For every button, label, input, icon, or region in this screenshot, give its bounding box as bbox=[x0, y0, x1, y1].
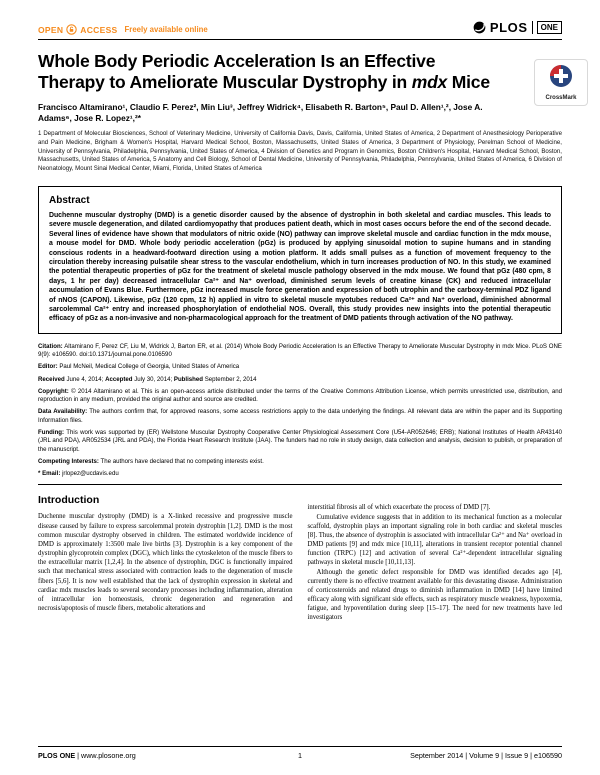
email-link[interactable]: jrlopez@ucdavis.edu bbox=[62, 470, 119, 478]
citation-text: Altamirano F, Perez CF, Liu M, Widrick J, Barton ER, et al. (2014) Whole Body Periodic Acceleration Is an Effective Therapy to Ameliorate Muscular Dystrophy in mdx Mice. PLoS ONE 9(9): e106590. doi:10.1371/journal.pone.0106590 bbox=[38, 342, 562, 359]
editor-text: Paul McNeil, Medical College of Georgia, United States of America bbox=[59, 363, 240, 371]
journal-header bbox=[38, 20, 562, 40]
copyright-text: © 2014 Altamirano et al. This is an open-access article distributed under the terms of the Creative Commons Attribution License, which permits unrestricted use, distribution, and reproduction in any medium, provided the original author and source are credited. bbox=[38, 387, 562, 404]
left-column bbox=[38, 494, 293, 622]
title-block bbox=[38, 51, 577, 101]
open-access-banner bbox=[38, 24, 208, 35]
open-access-open-label: OPEN bbox=[38, 24, 64, 35]
section-divider bbox=[38, 484, 562, 485]
intro-paragraph: Cumulative evidence suggests that in addition to its mechanical function as a molecular scaffold, dystrophin plays an important signaling role in both cardiac and skeletal muscles [8]. Thus, the absence of dystrophin is associated with intracellular Ca²⁺ and Na⁺ overload in DMD patients [9] and mdx mice [10,11], alterations in transient receptor potential channel function (TRPC) [12] and activation of several Ca²⁺-dependent intracellular signaling pathways in skeletal muscle [10,11,13]. bbox=[307, 513, 562, 567]
received-label: Received bbox=[38, 375, 65, 383]
intro-paragraph: interstitial fibrosis all of which exacerbate the process of DMD [7]. bbox=[307, 504, 491, 512]
footer-journal-line bbox=[38, 751, 298, 760]
editor-line bbox=[38, 363, 562, 371]
funding-label: Funding: bbox=[38, 428, 65, 436]
competing-interests-line bbox=[38, 458, 562, 466]
crossmark-icon bbox=[549, 64, 573, 93]
open-access-icon bbox=[66, 24, 77, 35]
published-label: Published bbox=[173, 375, 203, 383]
funding-text: This work was supported by (ER) Wellstone Muscular Dystrophy Cooperative Center Physiological Assessment Core (U54-AR052646; ERB); National Institutes of Health AR43140 (JRL and PDA), AR052534 (JRL and PDA), the Florida Heart Research Institute (JAA). The funders had no role in study design, data collection and analysis, decision to publish, or preparation of the manuscript. bbox=[38, 428, 562, 453]
affiliations: 1 Department of Molecular Biosciences, School of Veterinary Medicine, University of California Davis, Davis, California, United States of America, 2 Department of Anesthesiology Perioperative and Pain Medicine, Brigham & Women's Hospital, Harvard Medical School, Boston, Massachusetts, United States of America, 3 Department of Physiology, Perelman School of Medicine, University of Pennsylvania, Philadelphia, Pennsylvania, United States of America, 4 Division of Genetics and Program in Genomics, Boston Children's Hospital, Harvard Medical School, Boston, Massachusetts, United States of America, 5 Anatomy and Cell Biology, School of Dental Medicine, University of Pennsylvania, Philadelphia, Pennsylvania, United States of America, 6 Division of Neonatology, Mount Sinai Medical Center, Miami, Florida, United States of America bbox=[38, 129, 562, 173]
accepted-date: July 30, 2014; bbox=[132, 375, 174, 383]
citation-line bbox=[38, 343, 562, 360]
email-line bbox=[38, 470, 562, 478]
article-title bbox=[38, 51, 504, 94]
copyright-line bbox=[38, 388, 562, 405]
one-wordmark: ONE bbox=[537, 21, 562, 34]
copyright-label: Copyright: bbox=[38, 387, 69, 395]
plos-wordmark: PLOS bbox=[489, 20, 528, 35]
citation-label: Citation: bbox=[38, 342, 63, 350]
received-date: June 4, 2014; bbox=[64, 375, 106, 383]
funding-line bbox=[38, 429, 562, 454]
authors-line: Francisco Altamirano¹, Claudio F. Perez², Min Liu³, Jeffrey Widrick⁴, Elisabeth R. Barton⁵, Paul D. Allen¹,², Jose A. Adams⁶, Jose R. Lopez¹,²* bbox=[38, 101, 483, 124]
open-access-access-label: ACCESS bbox=[80, 24, 118, 35]
dates-line bbox=[38, 376, 562, 384]
published-date: September 2, 2014 bbox=[203, 375, 257, 383]
crossmark-label: CrossMark bbox=[545, 95, 577, 101]
footer-url: | www.plosone.org bbox=[75, 751, 136, 760]
editor-label: Editor: bbox=[38, 363, 58, 371]
intro-paragraph: Duchenne muscular dystrophy (DMD) is a X-linked recessive and progressive muscle disease caused by failure to express sarcolemmal protein dystrophin [1,2]. DMD is the most common muscular dystrophy observed in children. The estimated worldwide incidence of DMD is approximately 1:3500 male live births [3]. Dystrophin is a key component of the dystrophin glycoprotein complex (DGC), which links the cytoskeleton of the muscle fibers to the extracellular matrix [1,2,4]. In the absence of dystrophin, DGC is functionally impaired such that mechanical stress associated with contraction leads to the degeneration of muscle fibers [5,6]. It is now well established that the lack of dystrophin expression in skeletal and cardiac mdx muscles leads to several secondary processes including inflammation, alteration of intracellular ion homeostasis, chronic degeneration and regeneration and necrosis/apoptosis of muscle fibers, metabolic alterations and bbox=[38, 513, 293, 613]
abstract-text: Duchenne muscular dystrophy (DMD) is a genetic disorder caused by the absence of dystrophin in both skeletal and cardiac muscles. This leads to severe muscle degeneration, and dilated cardiomyopathy that produces patient death, which in most cases occurs before the end of the second decade. Several lines of evidence have shown that modulators of nitric oxide (NO) pathway can improve skeletal muscle and cardiac function in the mdx mouse, a mouse model for DMD. Whole body periodic acceleration (pGz) is produced by applying sinusoidal motion to supine humans and in standing conscious rodents in a headward-footward direction using a motion platform. It adds small pulses as a function of movement frequency to the circulation thereby increasing pulsatile shear stress to the vascular endothelium, which in turn increases production of NO. In this study, we examined the potential therapeutic properties of pGz for the treatment of skeletal muscle pathology observed in the mdx mouse. We found that pGz (480 cpm, 8 days, 1 hr per day) decreased intracellular Ca²⁺ and Na⁺ overload, diminished serum levels of creatine kinase (CK) and reduced intracellular accumulation of Evans Blue. Furthermore, pGz increased muscle force generation and expression of both utrophin and the carboxy-terminal PDZ ligand of nNOS (CAPON). Likewise, pGz (120 cpm, 12 h) applied in vitro to skeletal muscle myotubes reduced Ca²⁺ and Na⁺ overload, diminished abnormal sarcolemmal Ca²⁺ entry and increased phosphorylation of endothelial NOS. Overall, this study provides new insights into the potential therapeutic efficacy of pGz as a non-invasive and non-pharmacological approach for the treatment of DMD patients through activation of the NO pathway. bbox=[49, 212, 551, 323]
data-availability-text: The authors confirm that, for approved reasons, some access restrictions apply to the data underlying the findings. All relevant data are within the paper and its Supporting Information files. bbox=[38, 408, 562, 424]
page-footer bbox=[38, 746, 562, 760]
abstract-box bbox=[38, 186, 562, 334]
footer-issue-info: September 2014 | Volume 9 | Issue 9 | e106590 bbox=[410, 751, 562, 760]
data-availability-label: Data Availability: bbox=[38, 408, 88, 416]
abstract-heading: Abstract bbox=[49, 195, 90, 207]
right-column bbox=[308, 494, 563, 622]
title-italic-mdx: mdx bbox=[411, 72, 448, 93]
plos-logo-icon bbox=[473, 21, 486, 34]
intro-paragraph: Although the genetic defect responsible for DMD was identified decades ago [4], currently there is no effective treatment available for this devastating disease. Administration of corticosteroids and related drugs to diminish inflammation in DMD [14] have limited efficacy along with significant side effects, such as respiratory muscle weakness, hypoxemia, fatigue, and hypoventilation during sleep [15–17]. The need for new treatments have led investigators bbox=[307, 568, 562, 622]
competing-interests-label: Competing Interests: bbox=[38, 457, 99, 465]
article-metadata bbox=[38, 343, 562, 479]
title-text: Whole Body Periodic Acceleration Is an Effective Therapy to Ameliorate Muscular Dystrophy in bbox=[38, 51, 436, 93]
footer-row bbox=[38, 751, 562, 760]
competing-interests-text: The authors have declared that no competing interests exist. bbox=[100, 457, 264, 465]
freely-available-label: Freely available online bbox=[124, 25, 208, 34]
title-suffix: Mice bbox=[447, 72, 490, 93]
body-columns bbox=[38, 494, 562, 622]
introduction-heading: Introduction bbox=[38, 494, 100, 507]
page-number: 1 bbox=[298, 751, 302, 760]
crossmark-badge[interactable] bbox=[534, 59, 588, 106]
plos-one-logo bbox=[473, 20, 562, 35]
accepted-label: Accepted bbox=[105, 375, 133, 383]
footer-journal: PLOS ONE bbox=[38, 751, 76, 760]
email-label: * Email: bbox=[38, 470, 61, 478]
data-availability-line bbox=[38, 408, 562, 425]
plos-logo-divider bbox=[532, 21, 533, 34]
